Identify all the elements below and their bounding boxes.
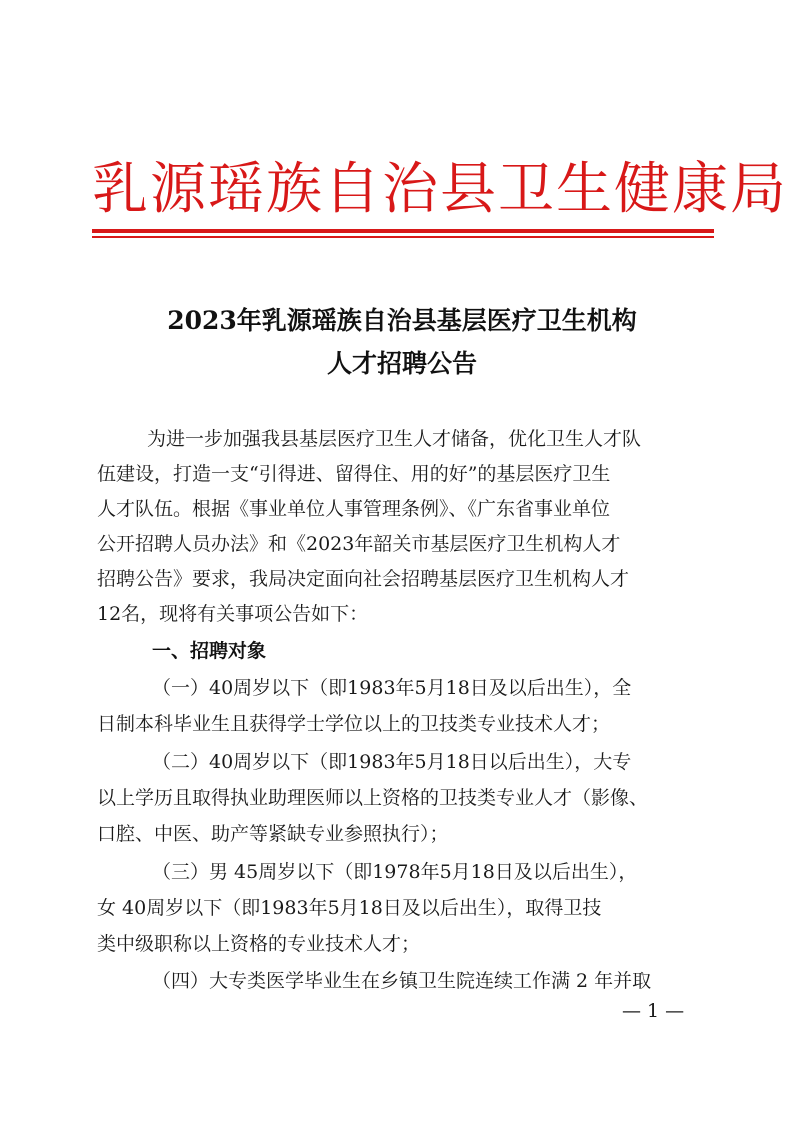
intro-line: 为进一步加强我县基层医疗卫生人才储备，优化卫生人才队 xyxy=(147,428,642,450)
section-heading-recruitment-targets: 一、招聘对象 xyxy=(152,640,267,662)
doc-title-line-2: 人才招聘公告 xyxy=(326,349,477,378)
intro-line: 人才队伍。根据《事业单位人事管理条例》、《广东省事业单位 xyxy=(97,498,611,520)
item-4-line: （四）大专类医学毕业生在乡镇卫生院连续工作满 2 年并取 xyxy=(152,970,652,992)
item-3-line: 女 40周岁以下（即1983年5月18日及以后出生），取得卫技 xyxy=(97,897,602,919)
item-3-line: 类中级职称以上资格的专业技术人才； xyxy=(97,933,421,955)
doc-title-line-1: 2023年乳源瑶族自治县基层医疗卫生机构 xyxy=(167,306,637,335)
masthead-thick-rule xyxy=(92,229,714,233)
intro-line: 12名，现将有关事项公告如下： xyxy=(97,603,369,625)
item-2-line: 以上学历且取得执业助理医师以上资格的卫技类专业人才（影像、 xyxy=(97,787,649,809)
intro-line: 招聘公告》要求，我局决定面向社会招聘基层医疗卫生机构人才 xyxy=(97,568,630,590)
intro-line: 伍建设，打造一支“引得进、留得住、用的好”的基层医疗卫生 xyxy=(97,463,611,485)
item-2-line: 口腔、中医、助产等紧缺专业参照执行）； xyxy=(97,823,449,845)
page-number: — 1 — xyxy=(622,1000,685,1022)
intro-line: 公开招聘人员办法》和《2023年韶关市基层医疗卫生机构人才 xyxy=(97,533,621,555)
item-1-line: 日制本科毕业生且获得学士学位以上的卫技类专业技术人才； xyxy=(97,713,611,735)
item-2-line: （二）40周岁以下（即1983年5月18日以后出生），大专 xyxy=(152,751,632,773)
item-1-line: （一）40周岁以下（即1983年5月18日及以后出生），全 xyxy=(152,677,632,699)
org-masthead: 乳源瑶族自治县卫生健康局 xyxy=(92,157,788,222)
item-3-line: （三）男 45周岁以下（即1978年5月18日及以后出生）， xyxy=(152,861,638,883)
masthead-thin-rule xyxy=(92,236,714,238)
